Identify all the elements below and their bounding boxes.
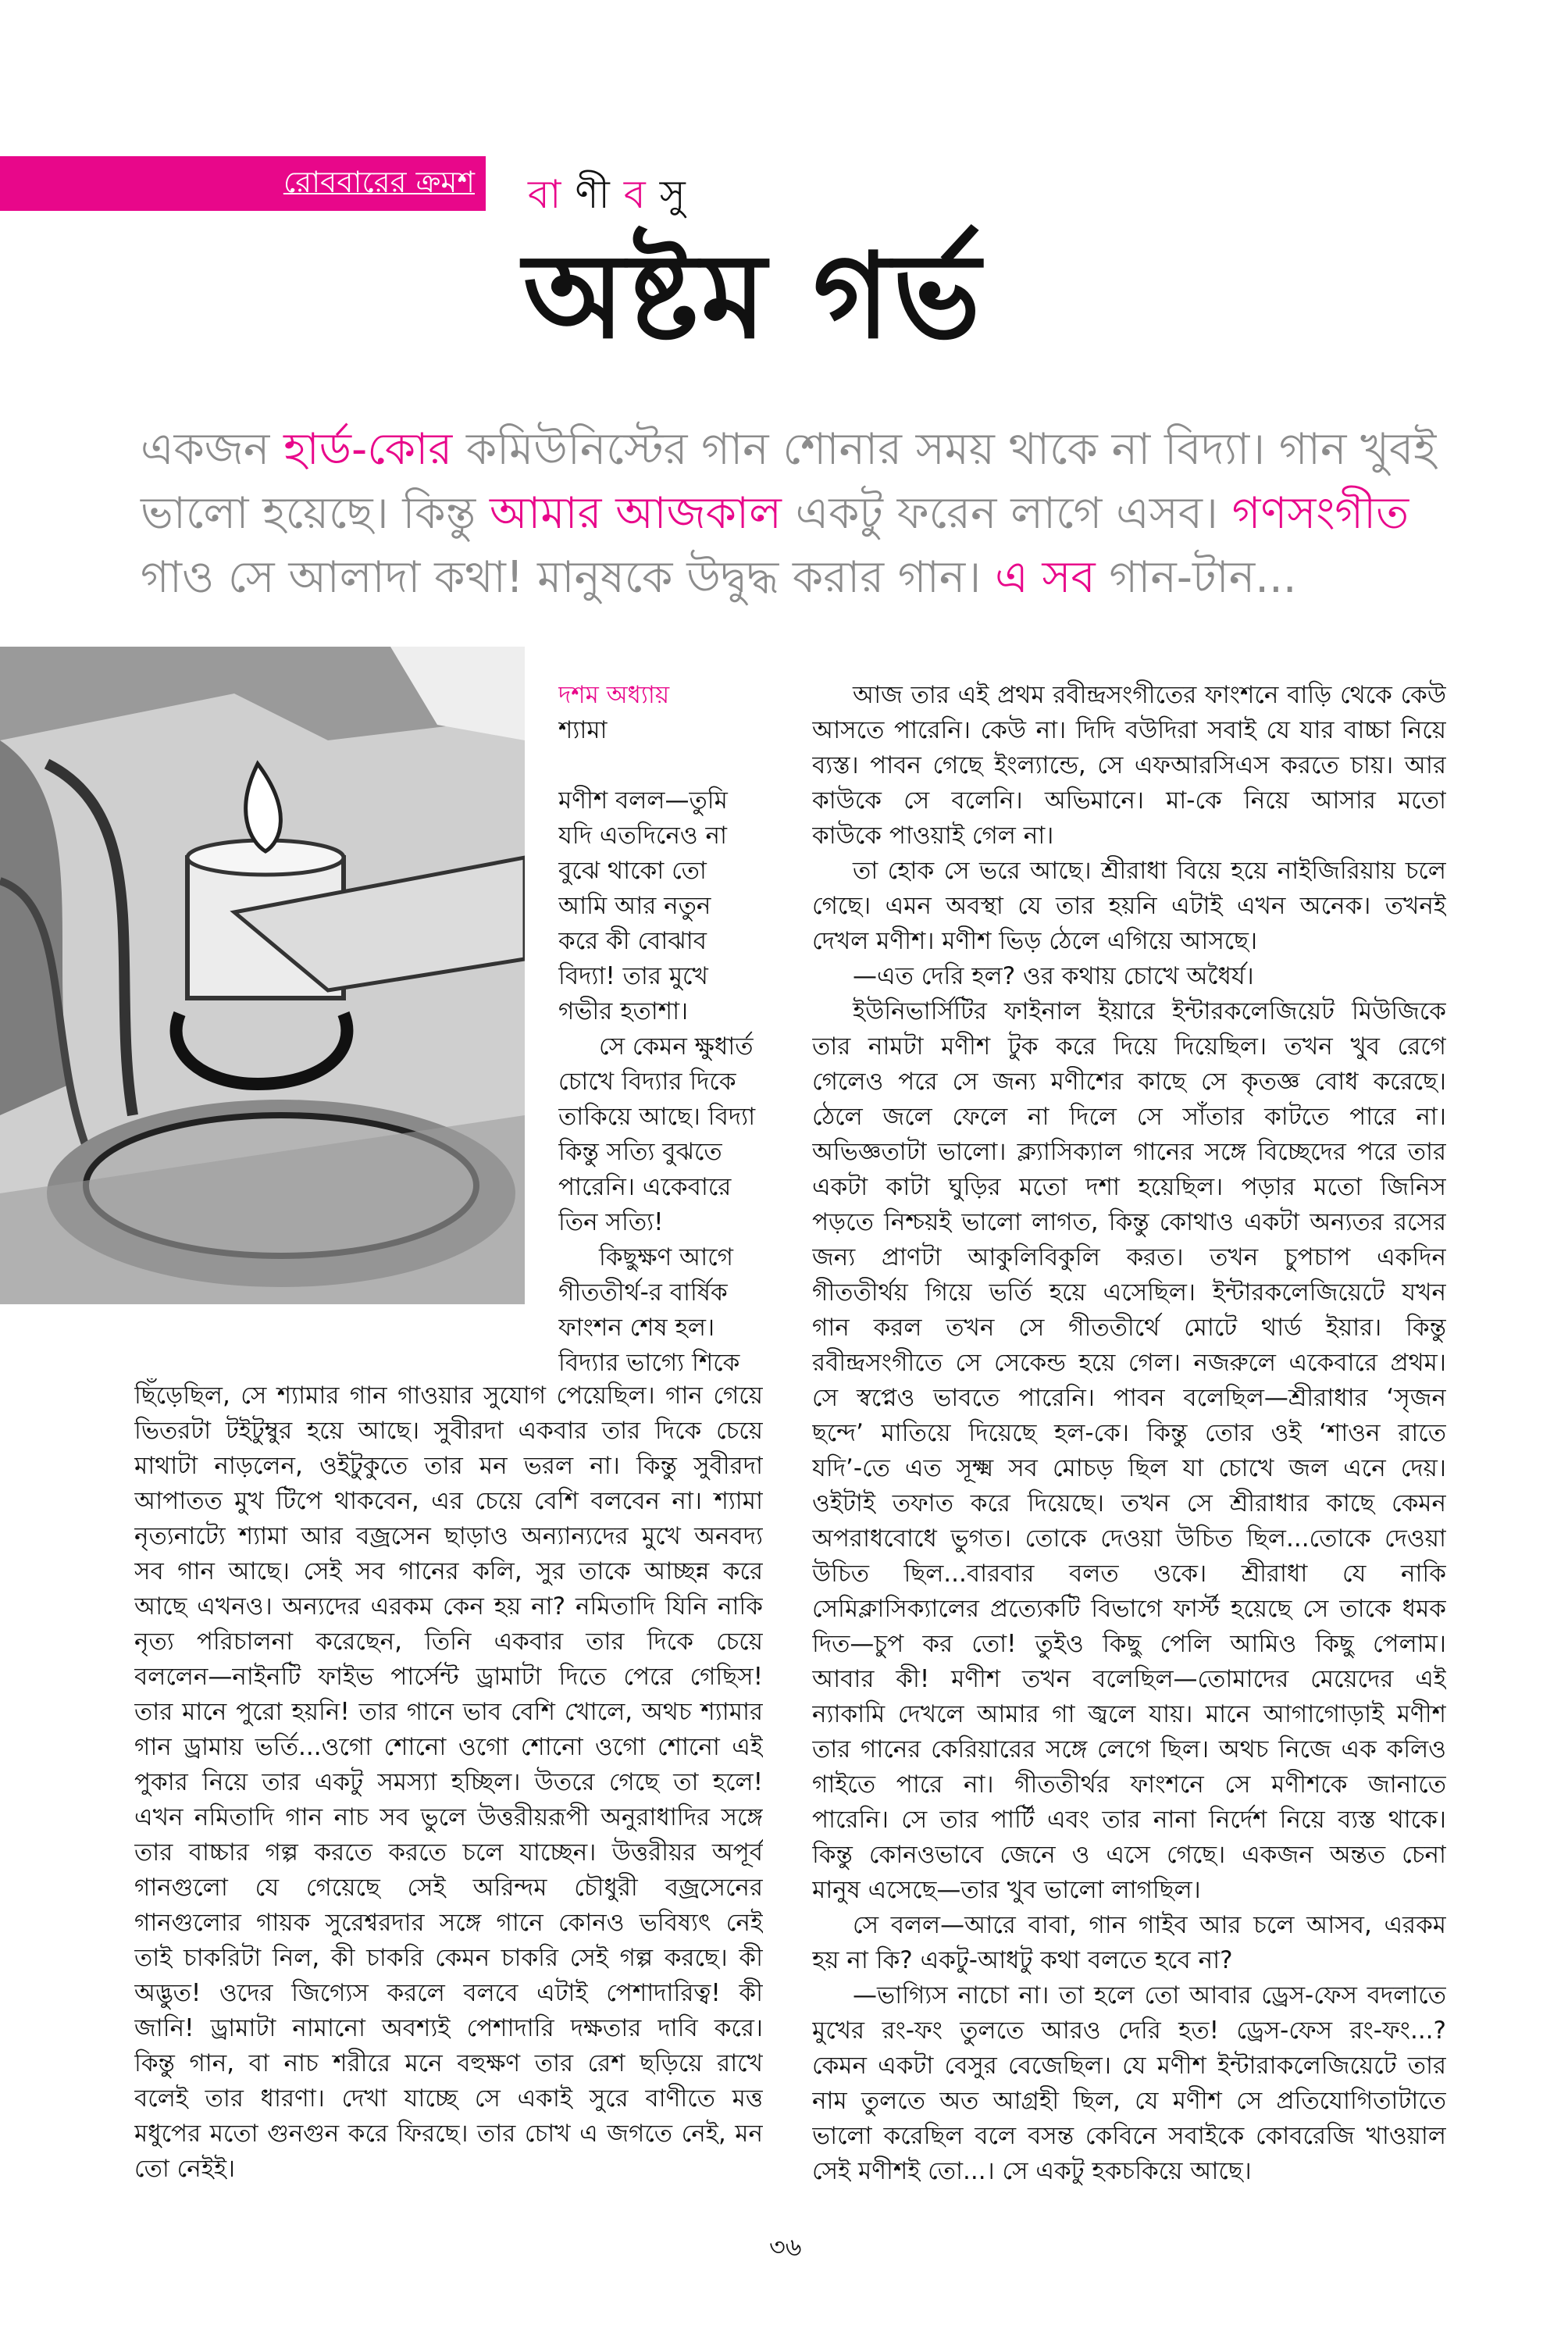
deck-highlight: এ সব bbox=[995, 552, 1096, 603]
text-line: জানি! ড্রামাটা নামানো অবশ্যই পেশাদারি দক্ষতার দাবি করে। bbox=[134, 2014, 763, 2042]
text-line: হয় না কি? একটু-আধটু কথা বলতে হবে না? bbox=[812, 1946, 1233, 1974]
text-line: ব্যস্ত। পাবন গেছে ইংল্যান্ডে, সে এফআরসিএস করতে চায়। আর bbox=[812, 751, 1446, 779]
bottom-text-column bbox=[134, 1378, 763, 2187]
deck-text: একজন bbox=[141, 424, 284, 475]
candle-in-hand-illustration bbox=[0, 647, 525, 1304]
text-line: বিদ্যার ভাগ্যে শিকে bbox=[558, 1349, 740, 1377]
text-line: সব গান আছে। সেই সব গানের কলি, সুর তাকে আচ্ছন্ন করে bbox=[134, 1557, 763, 1585]
deck-highlight: আমার আজকাল bbox=[490, 488, 782, 539]
text-line: ফাংশন শেষ হল। bbox=[558, 1314, 715, 1342]
text-line: পারেনি। একেবারে bbox=[558, 1173, 732, 1201]
text-line: পড়তে নিশ্চয়ই ভালো লাগত, কিন্তু কোথাও একটা অন্যতর রসের bbox=[812, 1208, 1446, 1236]
text-line: ওইটাই তফাত করে দিয়েছে। তখন সে শ্রীরাধার কাছে কেমন bbox=[812, 1489, 1446, 1517]
text-line: পারেনি। সে তার পার্টি এবং তার নানা নির্দেশ নিয়ে ব্যস্ত থাকে। bbox=[812, 1806, 1446, 1834]
text-line: দিত—চুপ কর তো! তুইও কিছু পেলি আমিও কিছু পেলাম। bbox=[812, 1630, 1446, 1658]
text-line: সেমিক্লাসিক্যালের প্রত্যেকটি বিভাগে ফার্স্ট হয়েছে সে তাকে ধমক bbox=[812, 1595, 1446, 1623]
text-line: কিন্তু গান, বা নাচ শরীরে মনে বহুক্ষণ তার রেশ ছড়িয়ে রাখে bbox=[134, 2049, 763, 2077]
deck-highlight: গণসংগীত bbox=[1231, 488, 1409, 539]
chapter-name: শ্যামা bbox=[558, 716, 608, 744]
text-line: যদি এতদিনেও না bbox=[558, 822, 727, 850]
text-line: গান ড্রামায় ভর্তি...ওগো শোনো ওগো শোনো ওগো শোনো এই bbox=[134, 1733, 763, 1761]
text-line: কিছুক্ষণ আগে bbox=[599, 1243, 733, 1271]
text-line: তা হোক সে ভরে আছে। শ্রীরাধা বিয়ে হয়ে নাইজিরিয়ায় চলে bbox=[853, 857, 1446, 885]
text-line: অপরাধবোধে ভুগত। তোকে দেওয়া উচিত ছিল...তোকে দেওয়া bbox=[812, 1524, 1446, 1553]
text-line: আপাতত মুখ টিপে থাকবেন, এর চেয়ে বেশি বলবেন না। শ্যামা bbox=[134, 1487, 763, 1515]
text-line: কিন্তু কোনওভাবে জেনে ও এসে গেছে। একজন অন্তত চেনা bbox=[812, 1841, 1446, 1869]
text-line: তো নেইই। bbox=[134, 2155, 236, 2183]
text-line: গাইতে পারে না। গীততীর্থর ফাংশনে সে মণীশকে জানাতে bbox=[812, 1771, 1446, 1799]
text-line: মধুপের মতো গুনগুন করে ফিরছে। তার চোখ এ জগতে নেই, মন bbox=[134, 2120, 763, 2148]
text-line: দেখল মণীশ। মণীশ ভিড় ঠেলে এগিয়ে আসছে। bbox=[812, 927, 1258, 955]
text-line: আজ তার এই প্রথম রবীন্দ্রসংগীতের ফাংশনে বাড়ি থেকে কেউ bbox=[853, 681, 1446, 709]
text-line: গেছে। এমন অবস্থা যে তার হয়নি এটাই এখন অনেক। তখনই bbox=[812, 892, 1446, 920]
deck-text: গাও সে আলাদা কথা! মানুষকে উদ্বুদ্ধ করার গান। bbox=[141, 552, 996, 603]
text-line: জন্য প্রাণটা আকুলিবিকুলি করত। তখন চুপচাপ একদিন bbox=[812, 1243, 1446, 1271]
spacer bbox=[558, 748, 761, 783]
text-line: আছে এখনও। অন্যদের এরকম কেন হয় না? নমিতাদি যিনি নাকি bbox=[134, 1592, 763, 1621]
text-line: গেলেও পরে সে জন্য মণীশের কাছে সে কৃতজ্ঞ বোধ করেছে। bbox=[812, 1068, 1446, 1096]
text-line: ন্যাকামি দেখলে আমার গা জ্বলে যায়। মানে আগাগোড়াই মণীশ bbox=[812, 1700, 1446, 1728]
text-line: গানগুলো যে গেয়েছে সেই অরিন্দম চৌধুরী বজ্রসেনের bbox=[134, 1874, 763, 1902]
text-line: পুকার নিয়ে তার একটু সমস্যা হচ্ছিল। উতরে গেছে তা হলে! bbox=[134, 1768, 763, 1796]
text-line: রবীন্দ্রসংগীতে সে সেকেন্ড হয়ে গেল। নজরুলে একেবারে প্রথম। bbox=[812, 1349, 1446, 1377]
text-line: তার মানে পুরো হয়নি! তার গানে ভাব বেশি খোলে, অথচ শ্যামার bbox=[134, 1698, 763, 1726]
section-label: রোববারের ক্রমশ bbox=[283, 165, 475, 199]
text-line: অভিজ্ঞতাটা ভালো। ক্ল্যাসিক্যাল গানের সঙ্গে বিচ্ছেদের পরে তার bbox=[812, 1138, 1446, 1166]
deck-line bbox=[141, 482, 1452, 546]
text-line: বললেন—নাইনটি ফাইভ পার্সেন্ট ড্রামাটা দিতে পেরে গেছিস! bbox=[134, 1663, 763, 1691]
deck-line bbox=[141, 418, 1452, 482]
text-line: কিন্তু সত্যি বুঝতে bbox=[558, 1138, 722, 1166]
narrow-text-column bbox=[558, 678, 761, 1381]
text-line: তাকিয়ে আছে। বিদ্যা bbox=[558, 1103, 756, 1131]
text-line: ঠেলে জলে ফেলে না দিলে সে সাঁতার কাটতে পারে না। bbox=[812, 1103, 1446, 1131]
text-line: যদি’-তে এত সূক্ষ্ম সব মোচড় ছিল যা চোখে জল এনে দেয়। bbox=[812, 1454, 1446, 1482]
text-line: এখন নমিতাদি গান নাচ সব ভুলে উত্তরীয়রূপী অনুরাধাদির সঙ্গে bbox=[134, 1803, 763, 1831]
section-banner bbox=[0, 156, 486, 211]
text-line: গভীর হতাশা। bbox=[558, 997, 689, 1025]
author-byline bbox=[528, 166, 700, 230]
chapter-label: দশম অধ্যায় bbox=[558, 681, 670, 709]
author-char: সু bbox=[659, 172, 700, 217]
text-line: ছিঁড়েছিল, সে শ্যামার গান গাওয়ার সুযোগ পেয়েছিল। গান গেয়ে bbox=[134, 1382, 763, 1410]
text-line: একটা কাটা ঘুড়ির মতো দশা হয়েছিল। পড়ার মতো জিনিস bbox=[812, 1173, 1446, 1201]
deck-text: কমিউনিস্টের গান শোনার সময় থাকে না বিদ্যা। গান খুবই bbox=[452, 424, 1437, 475]
text-line: বুঝে থাকো তো bbox=[558, 857, 707, 885]
text-line: তার গানের কেরিয়ারের সঙ্গে লেগে ছিল। অথচ নিজে এক কলিও bbox=[812, 1735, 1446, 1763]
text-line: সে স্বপ্নেও ভাবতে পারেনি। পাবন বলেছিল—শ্রীরাধার ‘সৃজন bbox=[812, 1384, 1446, 1412]
text-line: নৃত্যনাট্যে শ্যামা আর বজ্রসেন ছাড়াও অন্যান্যদের মুখে অনবদ্য bbox=[134, 1522, 763, 1550]
text-line: গানগুলোর গায়ক সুরেশ্বরদার সঙ্গে গানে কোনও ভবিষ্যৎ নেই bbox=[134, 1909, 763, 1937]
deck-highlight: হার্ড-কোর bbox=[283, 424, 453, 475]
text-line: গীততীর্থ-র বার্ষিক bbox=[558, 1278, 728, 1307]
deck-text: একটু ফরেন লাগে এসব। bbox=[781, 488, 1232, 539]
text-line: মানুষ এসেছে—তার খুব ভালো লাগছিল। bbox=[812, 1876, 1201, 1904]
text-line: তার নামটা মণীশ টুক করে দিয়ে দিয়েছিল। তখন খুব রেগে bbox=[812, 1032, 1446, 1061]
text-line: সে বলল—আরে বাবা, গান গাইব আর চলে আসব, এরকম bbox=[853, 1911, 1446, 1939]
text-line: নৃত্য পরিচালনা করেছেন, তিনি একবার তার দিকে চেয়ে bbox=[134, 1628, 763, 1656]
author-char: ব bbox=[623, 172, 660, 217]
text-line: সেই মণীশই তো...। সে একটু হকচকিয়ে আছে। bbox=[812, 2157, 1252, 2185]
text-line: গান করল তখন সে গীততীর্থে মোটে থার্ড ইয়ার। কিন্তু bbox=[812, 1314, 1446, 1342]
deck-text: ভালো হয়েছে। কিন্তু bbox=[141, 488, 490, 539]
article-title: অষ্টম গর্ভ bbox=[523, 229, 984, 365]
text-line: আমি আর নতুন bbox=[558, 892, 711, 920]
text-line: সে কেমন ক্ষুধার্ত bbox=[599, 1032, 754, 1061]
text-line: উচিত ছিল...বারবার বলত ওকে। শ্রীরাধা যে নাকি bbox=[812, 1560, 1446, 1588]
deck-line bbox=[141, 546, 1452, 610]
author-char: বা bbox=[528, 172, 576, 217]
text-line: —ভাগ্যিস নাচো না। তা হলে তো আবার ড্রেস-ফেস বদলাতে bbox=[853, 1981, 1446, 2009]
deck-text: গান-টান... bbox=[1095, 552, 1297, 603]
text-line: করে কী বোঝাব bbox=[558, 927, 707, 955]
text-line: চোখে বিদ্যার দিকে bbox=[558, 1068, 736, 1096]
text-line: বিদ্যা! তার মুখে bbox=[558, 962, 708, 990]
text-line: —এত দেরি হল? ওর কথায় চোখে অধৈর্য। bbox=[853, 962, 1254, 990]
text-line: অদ্ভুত! ওদের জিগ্যেস করলে বলবে এটাই পেশাদারিত্ব! কী bbox=[134, 1979, 763, 2007]
article-deck bbox=[141, 418, 1452, 610]
text-line: কেমন একটা বেসুর বেজেছিল। যে মণীশ ইন্টারাকলেজিয়েটে তার bbox=[812, 2052, 1446, 2080]
right-text-column bbox=[812, 678, 1446, 2189]
text-line: মাথাটা নাড়লেন, ওইটুকুতে তার মন ভরল না। কিন্তু সুবীরদা bbox=[134, 1452, 763, 1480]
text-line: আবার কী! মণীশ তখন বলেছিল—তোমাদের মেয়েদের এই bbox=[812, 1665, 1446, 1693]
text-line: কাউকে সে বলেনি। অভিমানে। মা-কে নিয়ে আসার মতো bbox=[812, 786, 1446, 815]
text-line: আসতে পারেনি। কেউ না। দিদি বউদিরা সবাই যে যার বাচ্চা নিয়ে bbox=[812, 716, 1446, 744]
text-line: গীততীর্থয় গিয়ে ভর্তি হয়ে এসেছিল। ইন্টারকলেজিয়েটে যখন bbox=[812, 1278, 1446, 1307]
page-number: ৩৬ bbox=[769, 2232, 802, 2262]
text-line: নাম তুলতে অত আগ্রহী ছিল, যে মণীশ সে প্রতিযোগিতাটাতে bbox=[812, 2087, 1446, 2115]
text-line: তাই চাকরিটা নিল, কী চাকরি কেমন চাকরি সেই গল্প করছে। কী bbox=[134, 1944, 763, 1972]
text-line: তার বাচ্চার গল্প করতে করতে চলে যাচ্ছেন। উত্তরীয়র অপূর্ব bbox=[134, 1838, 763, 1867]
text-line: মণীশ বলল—তুমি bbox=[558, 786, 728, 815]
text-line: বলেই তার ধারণা। দেখা যাচ্ছে সে একাই সুরে বাণীতে মত্ত bbox=[134, 2084, 763, 2113]
text-line: ইউনিভার্সিটির ফাইনাল ইয়ারে ইন্টারকলেজিয়েট মিউজিকে bbox=[853, 997, 1446, 1025]
text-line: মুখের রং-ফং তুলতে আরও দেরি হত! ড্রেস-ফেস রং-ফং...? bbox=[812, 2017, 1446, 2045]
text-line: ভালো করেছিল বলে বসন্ত কেবিনে সবাইকে কোবরেজি খাওয়াল bbox=[812, 2122, 1446, 2150]
text-line: ভিতরটা টইটুম্বুর হয়ে আছে। সুবীরদা একবার তার দিকে চেয়ে bbox=[134, 1417, 763, 1445]
text-line: কাউকে পাওয়াই গেল না। bbox=[812, 822, 1054, 850]
text-line: তিন সত্যি! bbox=[558, 1208, 664, 1236]
text-line: ছন্দে’ মাতিয়ে দিয়েছে হল-কে। কিন্তু তোর ওই ‘শাওন রাতে bbox=[812, 1419, 1446, 1447]
author-char: ণী bbox=[575, 172, 624, 217]
